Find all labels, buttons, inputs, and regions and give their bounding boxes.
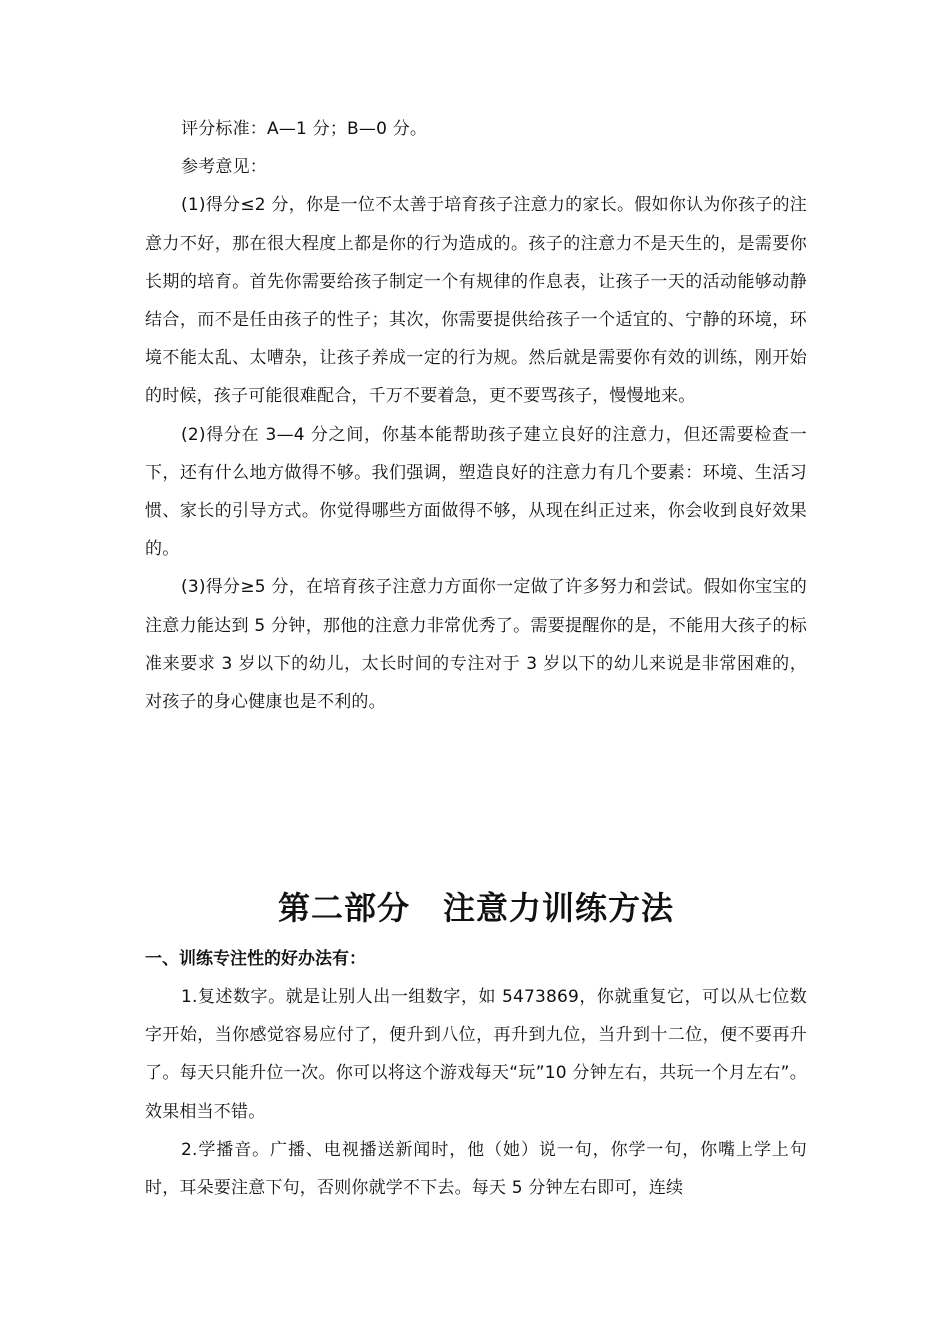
part-title: 第二部分 注意力训练方法 xyxy=(277,889,674,927)
opinion-paragraph-1: (1)得分≤2 分，你是一位不太善于培育孩子注意力的家长。假如你认为你孩子的注意力不好，那在很大程度上都是你的行为造成的。孩子的注意力不是天生的，是需要你长期的培育。首先你需要给孩子制定一个有规律的作息表，让孩子一天的活动能够动静结合，而不是任由孩子的性子；其次，你需要提供给孩子一个适宜的、宁静的环境，环境不能太乱、太嘈杂，让孩子养成一定的行为规。然后就是需要你有效的训练，刚开始的时候，孩子可能很难配合，千万不要着急，更不要骂孩子，慢慢地来。 xyxy=(145,195,807,407)
scoring-criteria: 评分标准：A—1 分；B—0 分。 xyxy=(181,119,428,139)
training-methods-section xyxy=(145,878,807,1207)
opinion-paragraph-3: (3)得分≥5 分，在培育孩子注意力方面你一定做了许多努力和尝试。假如你宝宝的注意力能达到 5 分钟，那他的注意力非常优秀了。需要提醒你的是，不能用大孩子的标准来要求 3 岁以下的幼儿，太长时间的专注对于 3 岁以下的幼儿来说是非常困难的，对孩子的身心健康也是不利的。 xyxy=(145,577,807,713)
method-paragraph-1: 1.复述数字。就是让别人出一组数字，如 5473869，你就重复它，可以从七位数字开始，当你感觉容易应付了，便升到八位，再升到九位，当升到十二位，便不要再升了。每天只能升位一次。你可以将这个游戏每天“玩”10 分钟左右，共玩一个月左右”。效果相当不错。 xyxy=(145,987,807,1122)
assessment-results-section xyxy=(145,110,807,721)
opinion-paragraph-2: (2)得分在 3—4 分之间，你基本能帮助孩子建立良好的注意力，但还需要检查一下，还有什么地方做得不够。我们强调，塑造良好的注意力有几个要素：环境、生活习惯、家长的引导方式。你觉得哪些方面做得不够，从现在纠正过来，你会收到良好效果的。 xyxy=(145,424,807,560)
section-subheading: 一、训练专注性的好办法有： xyxy=(145,949,366,969)
method-paragraph-2: 2.学播音。广播、电视播送新闻时，他（她）说一句，你学一句，你嘴上学上句时，耳朵要注意下句，否则你就学不下去。每天 5 分钟左右即可，连续 xyxy=(145,1139,807,1199)
reference-opinions-heading: 参考意见： xyxy=(181,157,267,178)
